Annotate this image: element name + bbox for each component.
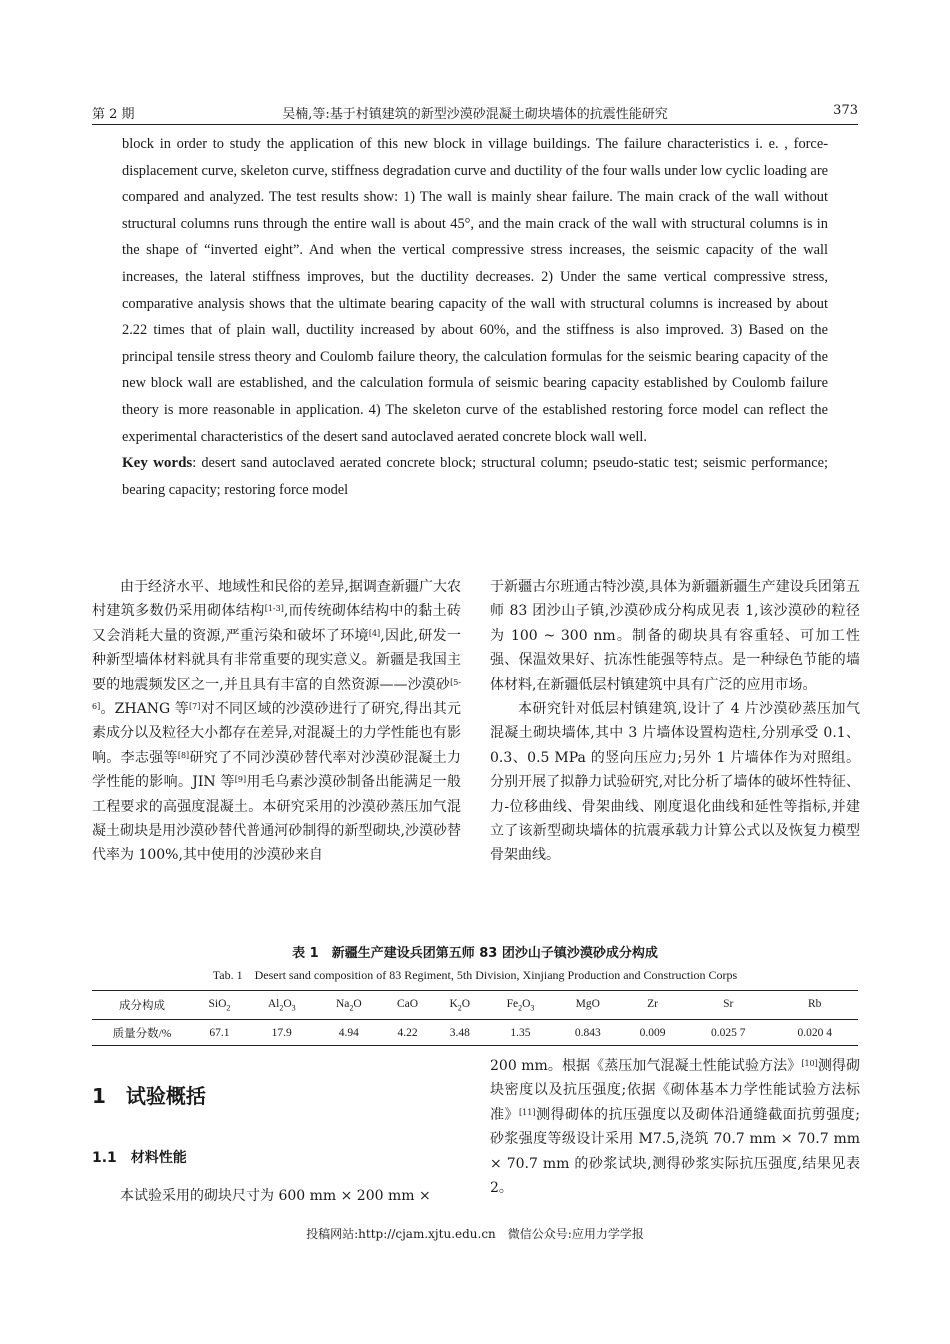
table-cell: 4.22 bbox=[381, 1020, 434, 1046]
composition-table bbox=[92, 990, 858, 1046]
table-column-header: Sr bbox=[685, 991, 771, 1020]
table-column-header: MgO bbox=[555, 991, 620, 1020]
keywords-text: : desert sand autoclaved aerated concrete block; structural column; pseudo-static test; seismic performance; bearing capacity; restoring force model bbox=[122, 455, 828, 498]
table-cell: 1.35 bbox=[486, 1020, 556, 1046]
citation-ref: [7] bbox=[189, 702, 201, 712]
table-column-header: $Al_2O_3$ bbox=[247, 991, 317, 1020]
intro-left-column bbox=[92, 575, 461, 868]
table-caption-en: Tab. 1 Desert sand composition of 83 Regiment, 5th Division, Xinjiang Production and Construction Corps bbox=[212, 968, 738, 982]
table-column-header: $Na_2O$ bbox=[317, 991, 381, 1020]
intro-paragraph-1-continued: 于新疆古尔班通古特沙漠,具体为新疆新疆生产建设兵团第五师 83 团沙山子镇,沙漠砂成分构成见表 1,该沙漠砂的粒径为 100 ~ 300 nm。制备的砌块具有容重轻、可加工性强、保温效果好、抗冻性能强等特点。是一种绿色节能的墙体材料,在新疆低层村镇建筑中具有广泛的应用市场。 bbox=[490, 579, 860, 693]
section-heading: 1 试验概括 bbox=[92, 1084, 206, 1108]
materials-paragraph-continued: 200 mm。根据《蒸压加气混凝土性能试验方法》[10]测得砌块密度以及抗压强度;依据《砌体基本力学性能试验方法标准》[11]测得砌体的抗压强度以及砌体沿通缝截面抗剪强度;砂浆强度等级设计采用 M7.5,浇筑 70.7 mm × 70.7 mm × 70.7 mm 的砂浆试块,测得砂浆实际抗压强度,结果见表 2。 bbox=[490, 1058, 860, 1197]
running-header bbox=[92, 103, 858, 123]
table-cell: 3.48 bbox=[434, 1020, 486, 1046]
page-footer: 投稿网站:http://cjam.xjtu.edu.cn 微信公众号:应用力学学报 bbox=[306, 1227, 644, 1241]
citation-ref: [9] bbox=[234, 775, 247, 785]
table-column-header: $Fe_2O_3$ bbox=[486, 991, 556, 1020]
running-title: 吴楠,等:基于村镇建筑的新型沙漠砂混凝土砌块墙体的抗震性能研究 bbox=[282, 107, 668, 122]
english-abstract bbox=[122, 131, 828, 503]
table-column-header: Rb bbox=[771, 991, 858, 1020]
table-cell: 4.94 bbox=[317, 1020, 381, 1046]
citation-ref: [4] bbox=[368, 628, 381, 638]
table-cell: 0.843 bbox=[555, 1020, 620, 1046]
table-cell: 17.9 bbox=[247, 1020, 317, 1046]
subsection-heading: 1.1 材料性能 bbox=[92, 1150, 187, 1166]
materials-right-column bbox=[490, 1054, 860, 1200]
table-column-header: SiO$_2$ bbox=[192, 991, 247, 1020]
table-column-header: CaO bbox=[381, 991, 434, 1020]
table-cell: 0.025 7 bbox=[685, 1020, 771, 1046]
materials-left-column bbox=[92, 1184, 461, 1208]
citation-ref: [5-6] bbox=[92, 677, 461, 712]
table-caption-cn: 表 1 新疆生产建设兵团第五师 83 团沙山子镇沙漠砂成分构成 bbox=[292, 946, 658, 961]
table-row bbox=[92, 1020, 858, 1046]
citation-ref: [11] bbox=[519, 1107, 536, 1117]
table-row-label: 成分构成 bbox=[92, 991, 192, 1020]
header-rule bbox=[92, 124, 858, 125]
intro-right-column bbox=[490, 575, 860, 868]
table-column-header: $K_2O$ bbox=[434, 991, 486, 1020]
abstract-body: block in order to study the application of this new block in village buildings. The failure characteristics i. e. , force-displacement curve, skeleton curve, stiffness degradation curve and ductility of the four walls under low cyclic loading are compared and analyzed. The test results show: 1) The wall is mainly shear failure. The main crack of the wall without structural columns runs through the entire wall is about 45°, and the main crack of the wall with structural columns is in the shape of “inverted eight”. And when the vertical compressive stress increases, the seismic capacity of the wall increases, the lateral stiffness improves, but the ductility decreases. 2) Under the same vertical compressive stress, comparative analysis shows that the ultimate bearing capacity of the wall with structural columns is increased by about 2.22 times that of plain wall, ductility increased by about 60%, and the stiffness is also improved. 3) Based on the principal tensile stress theory and Coulomb failure theory, the calculation formulas for the seismic bearing capacity of the new block wall are established, and the calculation formula of seismic bearing capacity established by Coulomb failure theory is more reasonable in application. 4) The skeleton curve of the established restoring force model can reflect the experimental characteristics of the desert sand autoclaved aerated concrete block wall well. bbox=[122, 136, 828, 445]
table-column-header: Zr bbox=[620, 991, 685, 1020]
page-number: 373 bbox=[833, 103, 858, 118]
keywords bbox=[122, 450, 828, 503]
citation-ref: [8] bbox=[177, 750, 190, 760]
issue-number: 第 2 期 bbox=[92, 107, 135, 122]
table-cell: 0.009 bbox=[620, 1020, 685, 1046]
intro-paragraph-1: 由于经济水平、地域性和民俗的差异,据调查新疆广大农村建筑多数仍采用砌体结构[1-3],而传统砌体结构中的黏土砖又会消耗大量的资源,严重污染和破坏了环境[4],因此,研发一种新型墙体材料就具有非常重要的现实意义。新疆是我国主要的地震频发区之一,并且具有丰富的自然资源——沙漠砂[5-6]。ZHANG 等[7]对不同区域的沙漠砂进行了研究,得出其元素成分以及粒径大小都存在差异,对混凝土的力学性能也有影响。李志强等[8]研究了不同沙漠砂替代率对沙漠砂混凝土力学性能的影响。JIN 等[9]用毛乌素沙漠砂制备出能满足一般工程要求的高强度混凝土。本研究采用的沙漠砂蒸压加气混凝土砌块是用沙漠砂替代普通河砂制得的新型砌块,沙漠砂替代率为 100%,其中使用的沙漠砂来自 bbox=[92, 579, 462, 864]
table-header-row bbox=[92, 991, 858, 1020]
citation-ref: [1-3] bbox=[264, 604, 284, 614]
citation-ref: [10] bbox=[801, 1059, 818, 1068]
intro-paragraph-2: 本研究针对低层村镇建筑,设计了 4 片沙漠砂蒸压加气混凝土砌块墙体,其中 3 片墙体设置构造柱,分别承受 0.1、0.3、0.5 MPa 的竖向压应力;另外 1 片墙体作为对照组。分别开展了拟静力试验研究,对比分析了墙体的破坏性特征、力-位移曲线、骨架曲线、刚度退化曲线和延性等指标,并建立了该新型砌块墙体的抗震承载力计算公式以及恢复力模型骨架曲线。 bbox=[490, 701, 860, 864]
materials-paragraph: 本试验采用的砌块尺寸为 600 mm × 200 mm × bbox=[120, 1188, 431, 1204]
table-row-label: 质量分数/% bbox=[92, 1020, 192, 1046]
table-cell: 0.020 4 bbox=[771, 1020, 858, 1046]
table-cell: 67.1 bbox=[192, 1020, 247, 1046]
keywords-label: Key words bbox=[122, 455, 193, 472]
